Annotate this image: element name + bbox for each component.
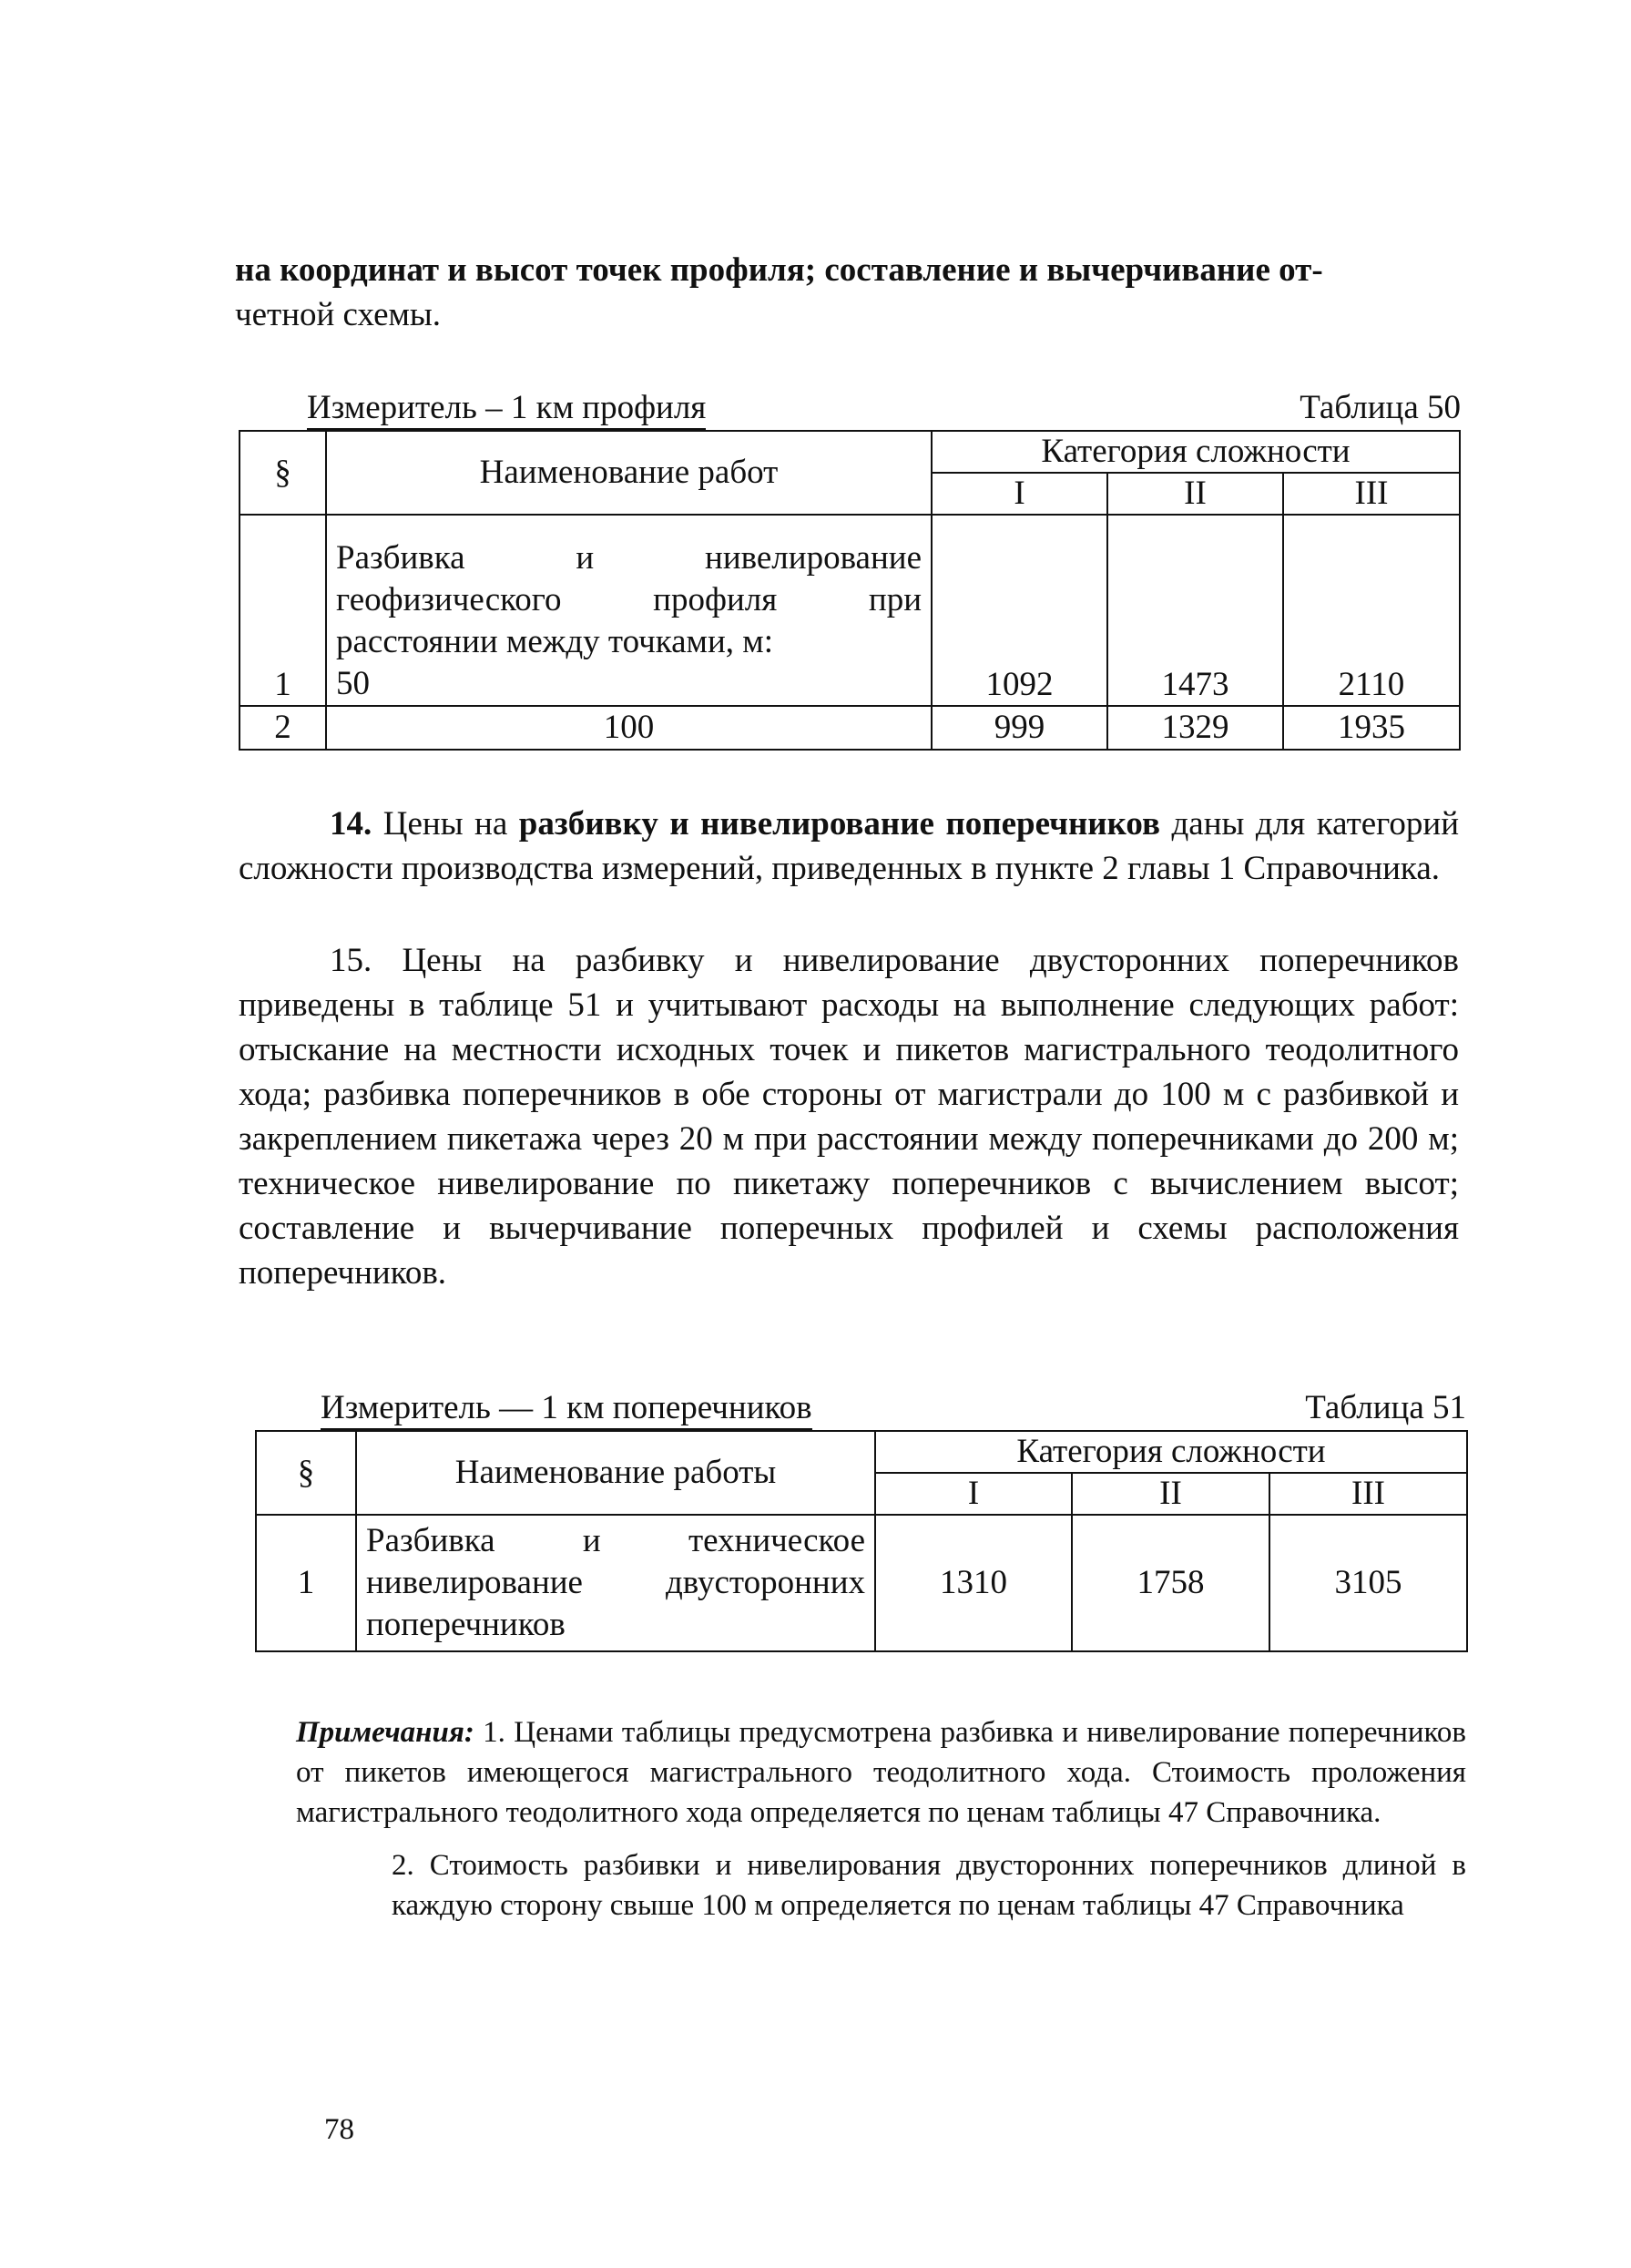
table51-row1-desc: Разбивка и техническое нивелирование двусторонних поперечников bbox=[356, 1515, 875, 1651]
paragraph-15 bbox=[239, 938, 1459, 1295]
table50-cat-1: I bbox=[932, 473, 1107, 515]
paragraph-14 bbox=[239, 802, 1459, 891]
table51-header-name: Наименование работы bbox=[356, 1431, 875, 1515]
table50-row1-desc-text: Разбивка и нивелирование геофизического профиля при расстоянии между точками, м: bbox=[336, 539, 922, 660]
table50-header-name: Наименование работ bbox=[326, 431, 932, 515]
intro-normal-text: четной схемы. bbox=[235, 296, 442, 333]
intro-paragraph bbox=[235, 248, 1460, 337]
table51-header-category: Категория сложности bbox=[875, 1431, 1467, 1473]
table51-row1-num: 1 bbox=[256, 1515, 356, 1651]
intro-bold-text: на координат и высот точек профиля; составление и вычерчивание от- bbox=[235, 251, 1323, 289]
table51 bbox=[255, 1430, 1468, 1652]
table50-row-1 bbox=[240, 515, 1460, 706]
table50-row2-dist: 100 bbox=[326, 706, 932, 750]
table50-header-category: Категория сложности bbox=[932, 431, 1460, 473]
table51-cat-1: I bbox=[875, 1473, 1072, 1515]
notes-label: Примечания: bbox=[296, 1716, 474, 1749]
table50-row1-v3: 2110 bbox=[1283, 515, 1460, 706]
table50-label: Таблица 50 bbox=[1300, 389, 1461, 426]
table50-cat-2: II bbox=[1107, 473, 1283, 515]
notes bbox=[296, 1712, 1466, 1926]
p14-number: 14. bbox=[330, 805, 372, 843]
table51-header-row bbox=[256, 1431, 1467, 1473]
table50-row2-num: 2 bbox=[240, 706, 326, 750]
table50-row2-v2: 1329 bbox=[1107, 706, 1283, 750]
table51-header-num: § bbox=[256, 1431, 356, 1515]
p15-text: 15. Цены на разбивку и нивелирование двусторонних поперечников приведены в таблице 51 и учитывают расходы на выполнение следующих работ: отыскание на местности исходных точек и пикетов магистрального теодолитного хода; разбивка поперечников в обе стороны от магистрали до 100 м с разбивкой и закреплением пикетажа через 20 м при расстоянии между поперечниками до 200 м; техническое нивелирование по пикетажу поперечников с вычислением высот; составление и вычерчивание поперечных профилей и схемы расположения поперечников. bbox=[239, 942, 1459, 1292]
table51-row1-v2: 1758 bbox=[1072, 1515, 1269, 1651]
table50-header-num: § bbox=[240, 431, 326, 515]
table50-row2-v1: 999 bbox=[932, 706, 1107, 750]
table51-label: Таблица 51 bbox=[1305, 1389, 1466, 1426]
table50-row-2 bbox=[240, 706, 1460, 750]
table50-row1-num: 1 bbox=[240, 515, 326, 706]
table50-caption bbox=[307, 388, 1461, 428]
table51-row1-v1: 1310 bbox=[875, 1515, 1072, 1651]
p14-bold: разбивку и нивелирование поперечников bbox=[518, 805, 1160, 843]
table51-cat-2: II bbox=[1072, 1473, 1269, 1515]
table50-row1-v2: 1473 bbox=[1107, 515, 1283, 706]
page-number: 78 bbox=[324, 2113, 354, 2146]
p14-rest: даны для категорий сложности производства измерений, приведенных в пункте 2 главы 1 Справочника. bbox=[239, 805, 1460, 887]
table50-header-row bbox=[240, 431, 1460, 473]
table51-cat-3: III bbox=[1269, 1473, 1467, 1515]
note-2: 2. Стоимость разбивки и нивелирования двусторонних поперечников длиной в каждую сторону свыше 100 м определяется по ценам таблицы 47 Справочника bbox=[392, 1849, 1466, 1922]
table50 bbox=[239, 430, 1461, 751]
table50-cat-3: III bbox=[1283, 473, 1460, 515]
p14-lead: Цены на bbox=[382, 805, 508, 843]
table51-row1-v3: 3105 bbox=[1269, 1515, 1467, 1651]
table50-row2-v3: 1935 bbox=[1283, 706, 1460, 750]
table51-measure: Измеритель — 1 км поперечников bbox=[321, 1388, 812, 1430]
table50-row1-desc bbox=[326, 515, 932, 706]
table51-caption bbox=[321, 1388, 1466, 1428]
table50-row1-dist: 50 bbox=[336, 665, 370, 702]
note-1: 1. Ценами таблицы предусмотрена разбивка и нивелирование поперечников от пикетов имеющегося магистрального теодолитного хода. Стоимость проложения магистрального теодолитного хода определяется по ценам таблицы 47 Справочника. bbox=[296, 1716, 1466, 1829]
table51-row-1 bbox=[256, 1515, 1467, 1651]
table50-measure: Измеритель – 1 км профиля bbox=[307, 388, 706, 430]
table50-row1-v1: 1092 bbox=[932, 515, 1107, 706]
